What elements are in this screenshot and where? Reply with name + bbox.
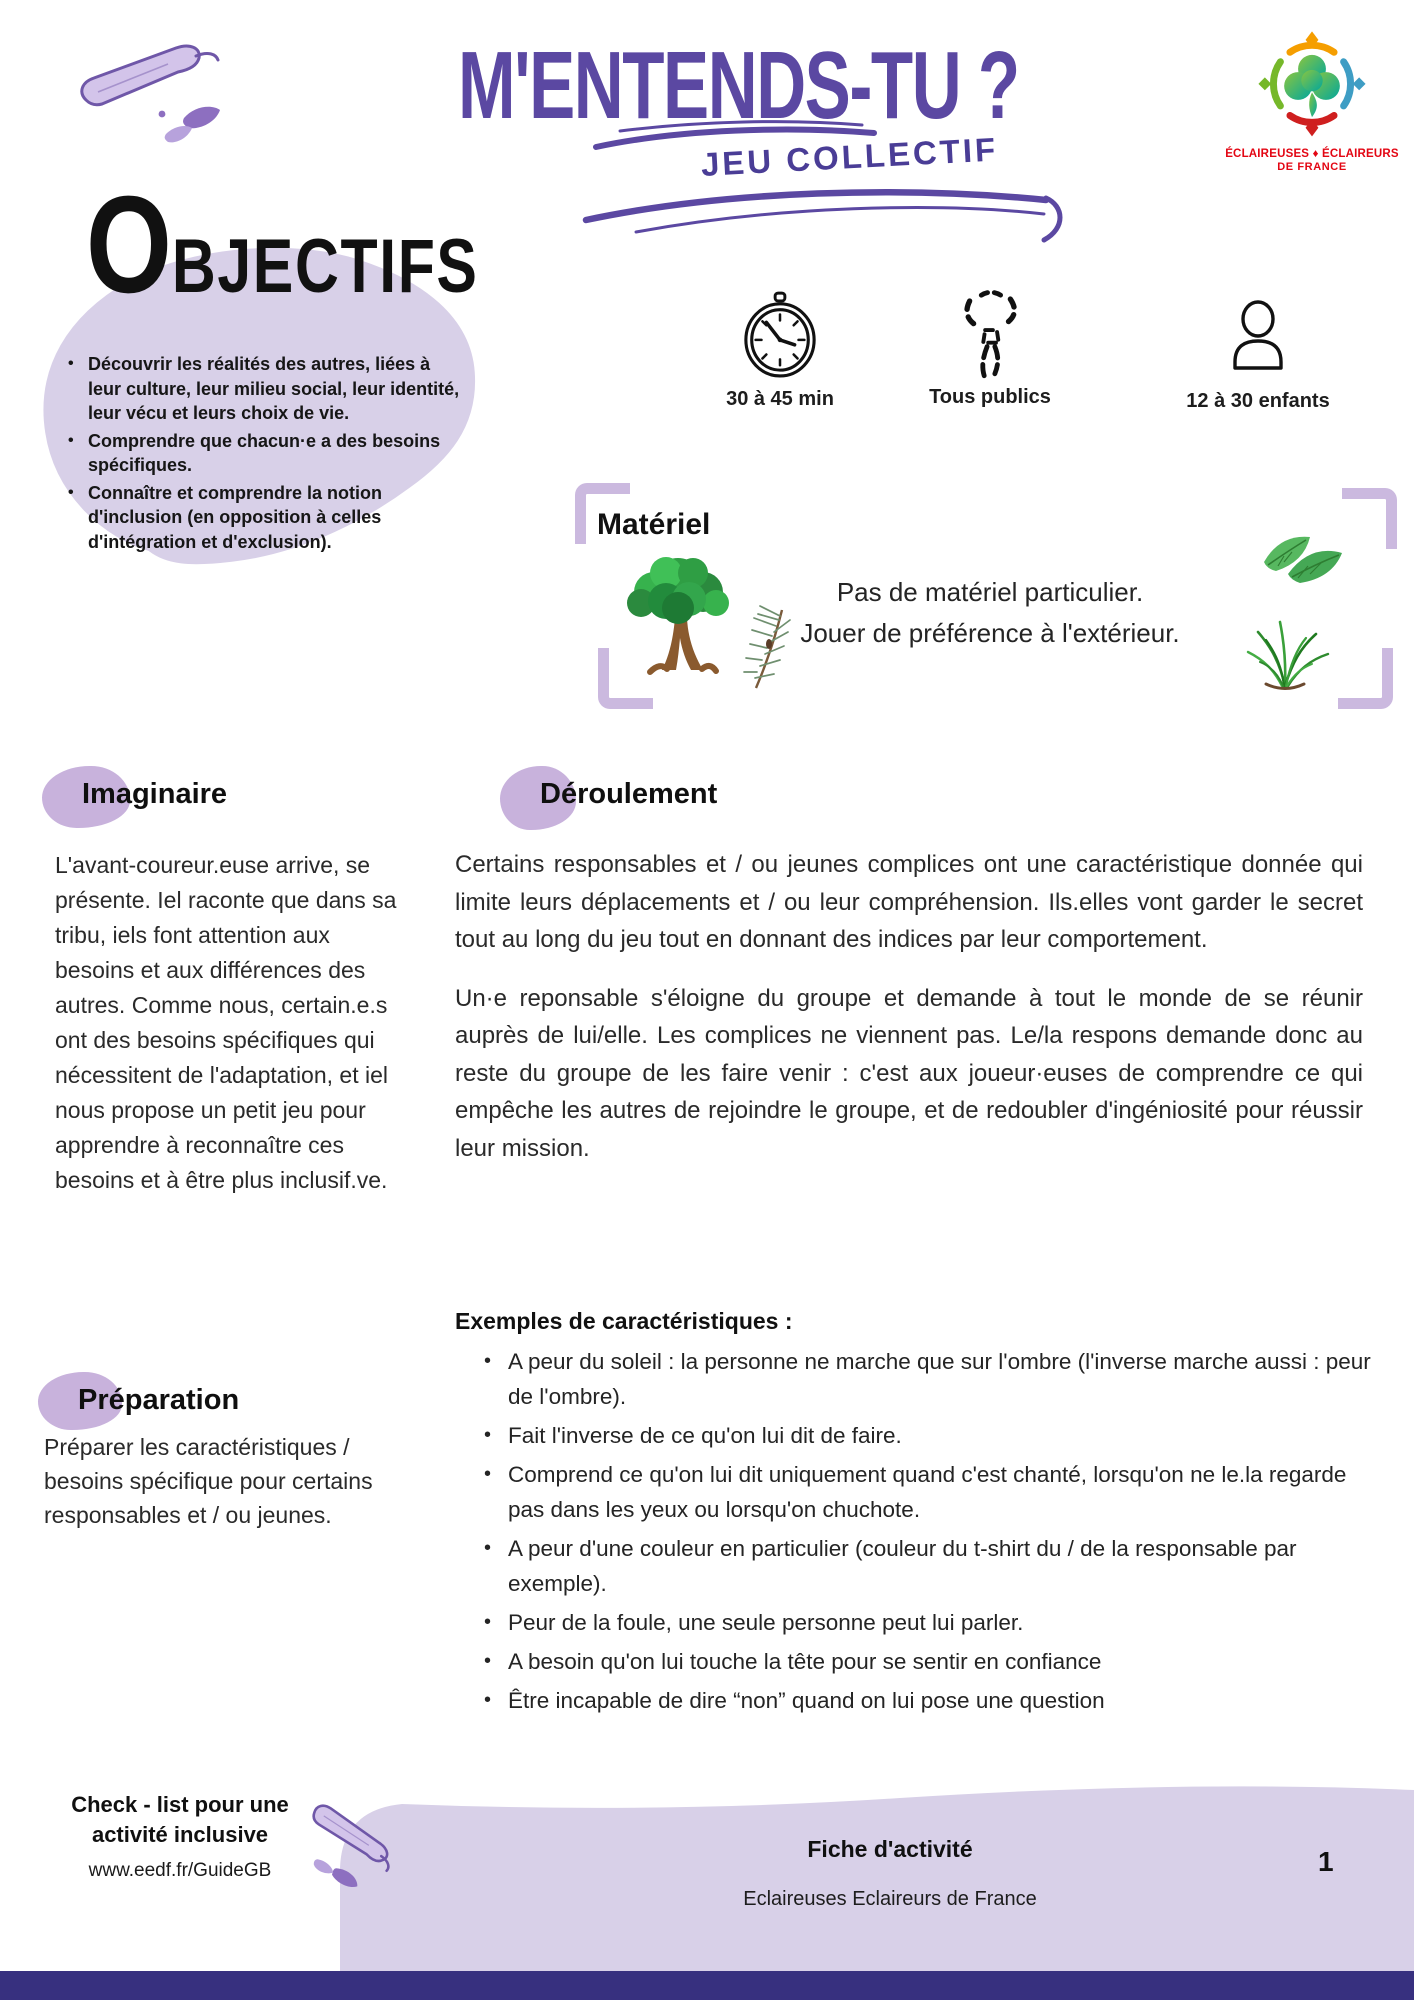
example-item: • A peur d'une couleur en particulier (couleur du t-shirt du / de la responsable par exemple). xyxy=(478,1531,1378,1601)
example-item: • A peur du soleil : la personne ne marche que sur l'ombre (l'inverse marche aussi : peur de l'ombre). xyxy=(478,1344,1378,1414)
objectifs-item: • Comprendre que chacun·e a des besoins spécifiques. xyxy=(64,429,468,478)
materiel-frame-corner xyxy=(1338,648,1393,709)
objectifs-heading xyxy=(86,168,479,322)
objectifs-item: • Connaître et comprendre la notion d'inclusion (en opposition à celles d'intégration et d'exclusion). xyxy=(64,481,468,555)
imaginaire-body: L'avant-coureur.euse arrive, se présente. Iel raconte que dans sa tribu, iels font attention aux besoins et aux différences des autres. Comme nous, certain.e.s ont des besoins spécifiques qui nécessitent de l'adaptation, et iel nous propose un petit jeu pour apprendre à reconnaître ces besoins et à être plus inclusif.ve. xyxy=(55,852,397,1193)
footer-info xyxy=(560,1836,1220,1911)
materiel-line1: Pas de matériel particulier. xyxy=(836,577,1144,607)
deroulement-heading: Déroulement xyxy=(540,778,718,810)
example-item: • Fait l'inverse de ce qu'on lui dit de faire. xyxy=(478,1418,1378,1453)
example-item: • Être incapable de dire “non” quand on lui pose une question xyxy=(478,1683,1378,1718)
checklist-line2: activité inclusive xyxy=(91,1822,269,1847)
examples-list xyxy=(478,1344,1378,1722)
footer-branch-illustration xyxy=(286,1784,394,1908)
footer-doc-type: Fiche d'activité xyxy=(807,1836,973,1862)
audience-label: Tous publics xyxy=(929,386,1051,408)
meta-duration xyxy=(685,290,875,411)
subtitle-swoosh xyxy=(578,178,1083,264)
duration-label: 30 à 45 min xyxy=(726,388,834,410)
grass-illustration xyxy=(1236,614,1336,694)
checklist-url-link[interactable]: www.eedf.fr/GuideGB xyxy=(88,1860,272,1881)
group-size-label: 12 à 30 enfants xyxy=(1186,390,1330,412)
person-icon xyxy=(1225,298,1291,378)
clock-icon xyxy=(741,291,819,381)
leaves-illustration xyxy=(1254,528,1344,588)
materiel-frame-corner xyxy=(1342,488,1397,549)
example-item: • Peur de la foule, une seule personne peut lui parler. xyxy=(478,1605,1378,1640)
deroulement-body xyxy=(455,846,1363,1188)
page-title: M'ENTENDS-TU ? xyxy=(458,32,1019,139)
objectifs-heading-initial: O xyxy=(86,168,172,322)
branch-illustration xyxy=(68,22,230,164)
preparation-body: Préparer les caractéristiques / besoins spécifique pour certains responsables et / ou jeunes. xyxy=(44,1434,373,1528)
neckerchief-icon xyxy=(958,289,1022,379)
materiel-line2: Jouer de préférence à l'extérieur. xyxy=(800,618,1180,648)
org-name-line2: DE FRANCE xyxy=(1277,161,1347,174)
footer-org-name: Eclaireuses Eclaireurs de France xyxy=(743,1888,1037,1910)
bottom-bar-decoration xyxy=(0,1971,1414,2000)
footer-checklist xyxy=(52,1790,308,1882)
example-item: • A besoin qu'on lui touche la tête pour se sentir en confiance xyxy=(478,1644,1378,1679)
page-subtitle: JEU COLLECTIF xyxy=(700,130,1000,183)
org-name-line1: ÉCLAIREUSES ♦ ÉCLAIREURS xyxy=(1225,148,1399,160)
org-logo xyxy=(1222,30,1402,175)
checklist-line1: Check - list pour une xyxy=(71,1792,289,1817)
page-number: 1 xyxy=(1318,1846,1334,1877)
deroulement-paragraph: Un·e reponsable s'éloigne du groupe et demande à tout le monde de se réunir auprès de lui/elle. Les complices ne viennent pas. Le/la respons demande donc au reste du groupe de les faire venir : c'est aux joueur·euses de comprendre ce qui empêche les autres de rejoindre le groupe, et de redoubler d'ingéniosité pour réussir leur mission. xyxy=(455,984,1363,1162)
objectifs-item: • Découvrir les réalités des autres, liées à leur culture, leur milieu social, leur identité, leur vécu et leurs choix de vie. xyxy=(64,352,468,426)
materiel-text xyxy=(700,572,1280,654)
example-item: • Comprend ce qu'on lui dit uniquement quand c'est chanté, lorsqu'on ne le.la regarde pas dans les yeux ou lorsqu'on chuchote. xyxy=(478,1457,1378,1527)
meta-group-size xyxy=(1158,292,1358,413)
examples-heading: Exemples de caractéristiques : xyxy=(455,1308,793,1334)
objectifs-heading-rest: BJECTIFS xyxy=(171,224,479,309)
imaginaire-heading: Imaginaire xyxy=(82,778,228,810)
preparation-heading: Préparation xyxy=(78,1384,240,1416)
deroulement-paragraph: Certains responsables et / ou jeunes complices ont une caractéristique donnée qui limite leurs déplacements et / ou leur compréhension. Ils.elles vont garder le secret tout au long du jeu tout en donnant des indices par leur comportement. xyxy=(455,851,1363,953)
materiel-heading: Matériel xyxy=(597,508,711,541)
meta-audience xyxy=(900,288,1080,409)
eedf-logo-icon xyxy=(1237,30,1387,142)
objectifs-list xyxy=(64,352,468,557)
org-logo-text xyxy=(1222,147,1402,175)
